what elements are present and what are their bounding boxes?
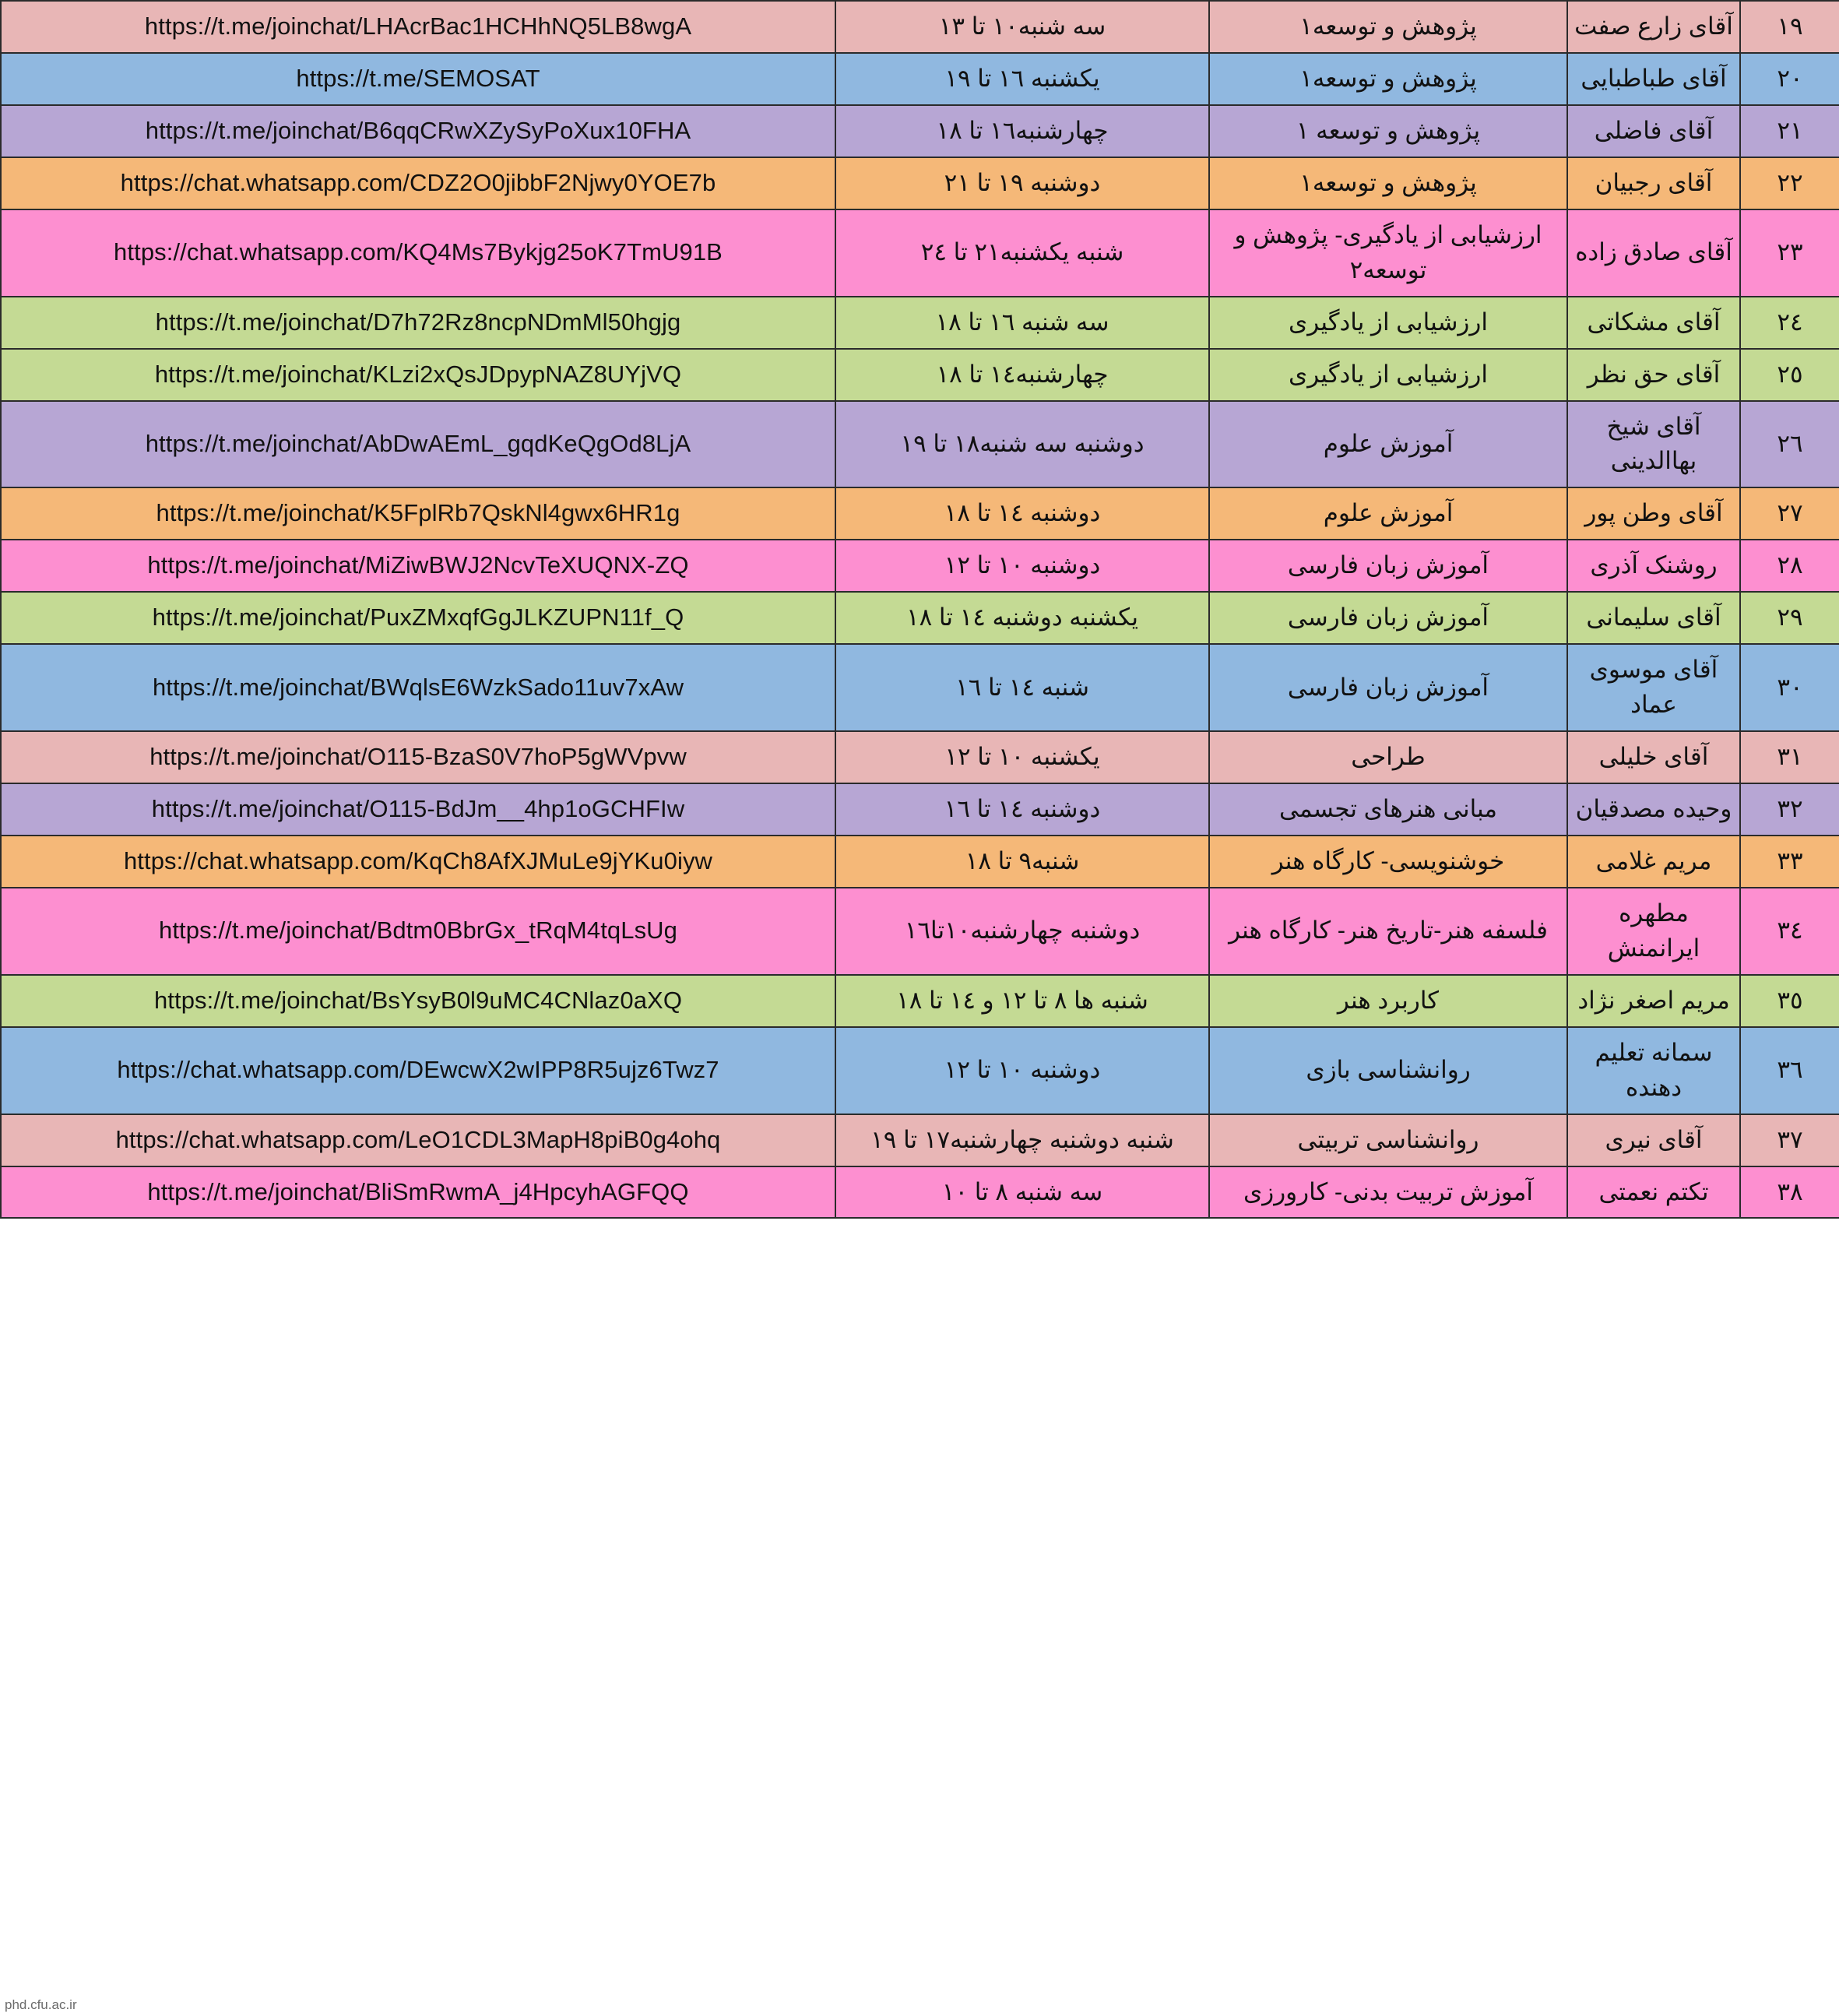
class-time: دوشنبه ١٠ تا ١٢ — [835, 540, 1209, 592]
instructor-name: آقای طباطبایی — [1567, 53, 1740, 105]
course-subject: طراحی — [1209, 731, 1567, 783]
table-row — [1, 1114, 1839, 1166]
instructor-name: آقای حق نظر — [1567, 349, 1740, 401]
row-number: ٢١ — [1740, 105, 1839, 157]
instructor-name: آقای مشکاتی — [1567, 297, 1740, 349]
course-subject: پژوهش و توسعه١ — [1209, 53, 1567, 105]
group-link[interactable]: https://chat.whatsapp.com/LeO1CDL3MapH8piB0g4ohq — [1, 1114, 835, 1166]
table-row — [1, 349, 1839, 401]
table-row — [1, 401, 1839, 488]
row-number: ١٩ — [1740, 1, 1839, 53]
course-subject: آموزش زبان فارسی — [1209, 540, 1567, 592]
class-time: سه شنبه ١٦ تا ١٨ — [835, 297, 1209, 349]
table-row — [1, 297, 1839, 349]
course-subject: پژوهش و توسعه١ — [1209, 1, 1567, 53]
table-row — [1, 540, 1839, 592]
group-link[interactable]: https://t.me/joinchat/BliSmRwmA_j4HpcyhAGFQQ — [1, 1166, 835, 1219]
class-time: دوشنبه سه شنبه١٨ تا ١٩ — [835, 401, 1209, 488]
table-row — [1, 731, 1839, 783]
table-row — [1, 157, 1839, 209]
course-subject: پژوهش و توسعه ١ — [1209, 105, 1567, 157]
group-link[interactable]: https://t.me/joinchat/Bdtm0BbrGx_tRqM4tqLsUg — [1, 888, 835, 975]
table-row — [1, 975, 1839, 1027]
class-time: دوشنبه ١٤ تا ١٨ — [835, 487, 1209, 540]
class-time: دوشنبه ١٤ تا ١٦ — [835, 783, 1209, 836]
instructor-name: آقای نیری — [1567, 1114, 1740, 1166]
class-time: یکشنبه دوشنبه ١٤ تا ١٨ — [835, 592, 1209, 644]
instructor-name: تکتم نعمتی — [1567, 1166, 1740, 1219]
course-subject: ارزشیابی از یادگیری- پژوهش و توسعه٢ — [1209, 209, 1567, 297]
instructor-name: وحیده مصدقیان — [1567, 783, 1740, 836]
class-time: شنبه دوشنبه چهارشنبه١٧ تا ١٩ — [835, 1114, 1209, 1166]
table-row — [1, 1, 1839, 53]
instructor-name: آقای سلیمانی — [1567, 592, 1740, 644]
course-subject: ارزشیابی از یادگیری — [1209, 349, 1567, 401]
instructor-name: روشنک آذری — [1567, 540, 1740, 592]
group-link[interactable]: https://t.me/joinchat/BsYsyB0l9uMC4CNlaz0aXQ — [1, 975, 835, 1027]
course-subject: فلسفه هنر-تاریخ هنر- کارگاه هنر — [1209, 888, 1567, 975]
table-body — [1, 1, 1839, 1218]
table-row — [1, 644, 1839, 731]
row-number: ٢٩ — [1740, 592, 1839, 644]
row-number: ٣٣ — [1740, 836, 1839, 888]
instructor-name: آقای خلیلی — [1567, 731, 1740, 783]
class-time: چهارشنبه١٤ تا ١٨ — [835, 349, 1209, 401]
instructor-name: آقای وطن پور — [1567, 487, 1740, 540]
row-number: ٢٧ — [1740, 487, 1839, 540]
row-number: ٢٤ — [1740, 297, 1839, 349]
row-number: ٣٤ — [1740, 888, 1839, 975]
class-time: یکشنبه ١٦ تا ١٩ — [835, 53, 1209, 105]
row-number: ٣١ — [1740, 731, 1839, 783]
footer-stamp: phd.cfu.ac.ir — [5, 1997, 77, 2012]
row-number: ٣٦ — [1740, 1027, 1839, 1114]
class-time: شنبه یکشنبه٢١ تا ٢٤ — [835, 209, 1209, 297]
class-time: سه شنبه١٠ تا ١٣ — [835, 1, 1209, 53]
row-number: ٣٢ — [1740, 783, 1839, 836]
table-row — [1, 209, 1839, 297]
group-link[interactable]: https://t.me/joinchat/D7h72Rz8ncpNDmMl50hgjg — [1, 297, 835, 349]
instructor-name: آقای فاضلی — [1567, 105, 1740, 157]
group-link[interactable]: https://t.me/joinchat/PuxZMxqfGgJLKZUPN11f_Q — [1, 592, 835, 644]
instructor-name: مطهره ایرانمنش — [1567, 888, 1740, 975]
class-time: شنبه ١٤ تا ١٦ — [835, 644, 1209, 731]
instructor-name: آقای زارع صفت — [1567, 1, 1740, 53]
row-number: ٢٣ — [1740, 209, 1839, 297]
class-time: دوشنبه چهارشنبه١٠تا١٦ — [835, 888, 1209, 975]
group-link[interactable]: https://t.me/joinchat/O115-BdJm__4hp1oGCHFIw — [1, 783, 835, 836]
group-link[interactable]: https://t.me/SEMOSAT — [1, 53, 835, 105]
row-number: ٢٥ — [1740, 349, 1839, 401]
course-subject: روانشناسی بازی — [1209, 1027, 1567, 1114]
course-subject: روانشناسی تربیتی — [1209, 1114, 1567, 1166]
row-number: ٣٠ — [1740, 644, 1839, 731]
table-row — [1, 1027, 1839, 1114]
group-link[interactable]: https://t.me/joinchat/BWqlsE6WzkSado11uv7xAw — [1, 644, 835, 731]
instructor-name: آقای موسوی عماد — [1567, 644, 1740, 731]
course-subject: آموزش علوم — [1209, 401, 1567, 488]
group-link[interactable]: https://t.me/joinchat/K5FplRb7QskNl4gwx6HR1g — [1, 487, 835, 540]
row-number: ٣٨ — [1740, 1166, 1839, 1219]
group-link[interactable]: https://chat.whatsapp.com/KQ4Ms7Bykjg25oK7TmU91B — [1, 209, 835, 297]
table-row — [1, 487, 1839, 540]
table-row — [1, 105, 1839, 157]
course-subject: ارزشیابی از یادگیری — [1209, 297, 1567, 349]
group-link[interactable]: https://t.me/joinchat/O115-BzaS0V7hoP5gWVpvw — [1, 731, 835, 783]
course-subject: آموزش تربیت بدنی- کارورزی — [1209, 1166, 1567, 1219]
course-subject: کاربرد هنر — [1209, 975, 1567, 1027]
course-subject: مبانی هنرهای تجسمی — [1209, 783, 1567, 836]
table-row — [1, 836, 1839, 888]
course-subject: آموزش علوم — [1209, 487, 1567, 540]
course-subject: پژوهش و توسعه١ — [1209, 157, 1567, 209]
table-row — [1, 1166, 1839, 1219]
class-time: چهارشنبه١٦ تا ١٨ — [835, 105, 1209, 157]
class-time: دوشنبه ١٠ تا ١٢ — [835, 1027, 1209, 1114]
course-subject: آموزش زبان فارسی — [1209, 592, 1567, 644]
table-row — [1, 888, 1839, 975]
group-link[interactable]: https://chat.whatsapp.com/KqCh8AfXJMuLe9jYKu0iyw — [1, 836, 835, 888]
group-link[interactable]: https://chat.whatsapp.com/DEwcwX2wIPP8R5ujz6Twz7 — [1, 1027, 835, 1114]
row-number: ٢٦ — [1740, 401, 1839, 488]
table-row — [1, 783, 1839, 836]
instructor-name: سمانه تعلیم دهنده — [1567, 1027, 1740, 1114]
course-subject: آموزش زبان فارسی — [1209, 644, 1567, 731]
class-time: سه شنبه ٨ تا ١٠ — [835, 1166, 1209, 1219]
class-time: یکشنبه ١٠ تا ١٢ — [835, 731, 1209, 783]
row-number: ٢٨ — [1740, 540, 1839, 592]
row-number: ٢٢ — [1740, 157, 1839, 209]
instructor-name: آقای رجبیان — [1567, 157, 1740, 209]
instructor-name: آقای شیخ بهاالدینی — [1567, 401, 1740, 488]
group-link[interactable]: https://t.me/joinchat/B6qqCRwXZySyPoXux10FHA — [1, 105, 835, 157]
table-row — [1, 53, 1839, 105]
instructor-name: آقای صادق زاده — [1567, 209, 1740, 297]
group-link[interactable]: https://t.me/joinchat/KLzi2xQsJDpypNAZ8UYjVQ — [1, 349, 835, 401]
group-link[interactable]: https://t.me/joinchat/LHAcrBac1HCHhNQ5LB8wgA — [1, 1, 835, 53]
instructor-name: مریم اصغر نژاد — [1567, 975, 1740, 1027]
table-row — [1, 592, 1839, 644]
class-time: شنبه ها ٨ تا ١٢ و ١٤ تا ١٨ — [835, 975, 1209, 1027]
class-time: دوشنبه ١٩ تا ٢١ — [835, 157, 1209, 209]
class-time: شنبه٩ تا ١٨ — [835, 836, 1209, 888]
row-number: ٣٧ — [1740, 1114, 1839, 1166]
row-number: ٣٥ — [1740, 975, 1839, 1027]
row-number: ٢٠ — [1740, 53, 1839, 105]
group-link[interactable]: https://chat.whatsapp.com/CDZ2O0jibbF2Njwy0YOE7b — [1, 157, 835, 209]
group-link[interactable]: https://t.me/joinchat/MiZiwBWJ2NcvTeXUQNX-ZQ — [1, 540, 835, 592]
instructor-name: مریم غلامی — [1567, 836, 1740, 888]
course-subject: خوشنویسی- کارگاه هنر — [1209, 836, 1567, 888]
group-link[interactable]: https://t.me/joinchat/AbDwAEmL_gqdKeQgOd8LjA — [1, 401, 835, 488]
